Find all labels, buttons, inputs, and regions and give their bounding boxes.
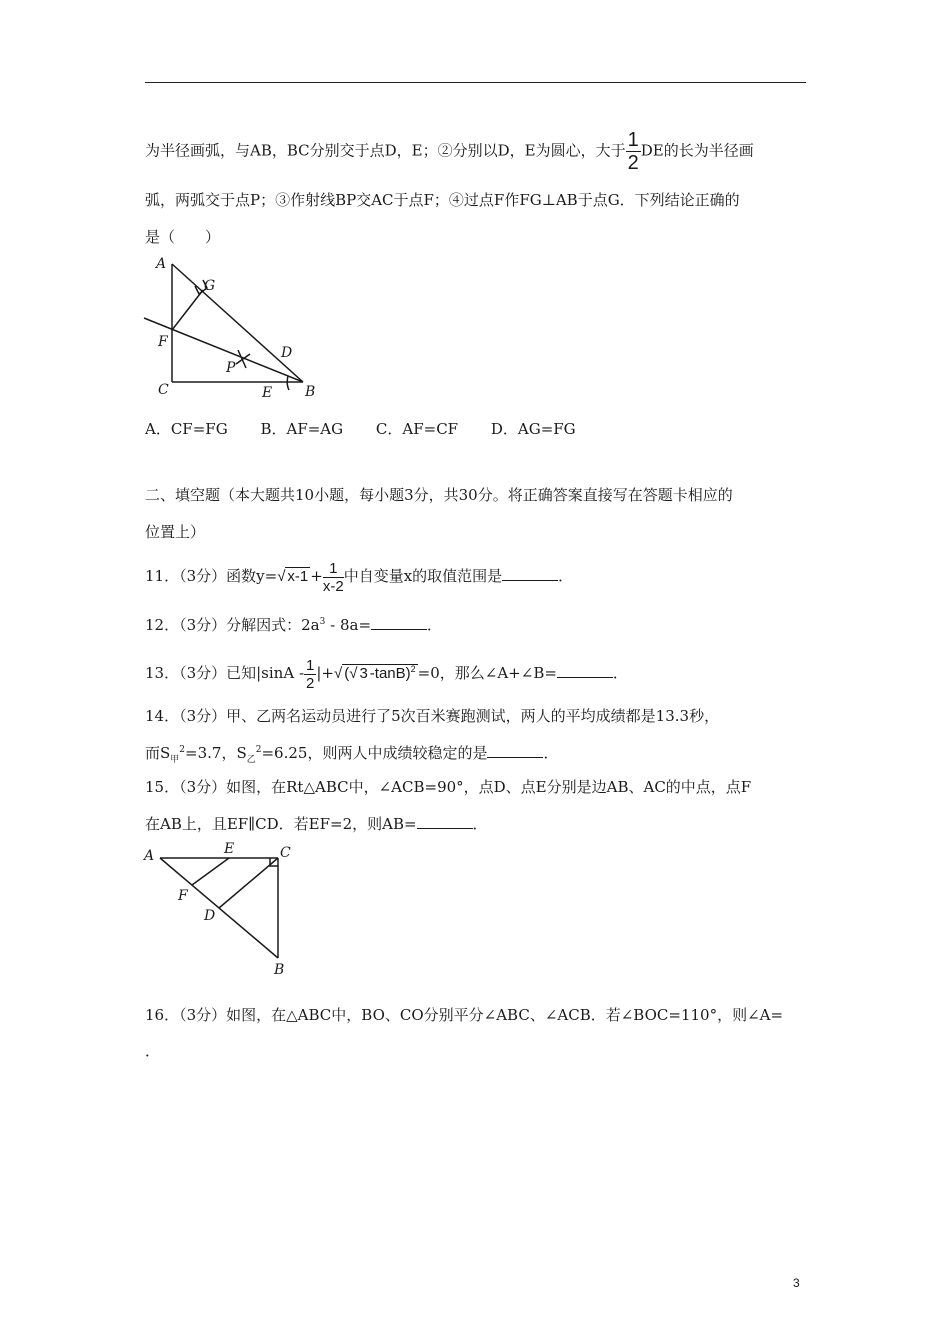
q14-answer-blank <box>487 743 543 758</box>
label-a: A <box>144 848 155 864</box>
label-b: B <box>305 384 316 400</box>
q10-half-fraction: $\frac{1}{2}$ <box>627 129 639 174</box>
label-d: D <box>281 345 293 361</box>
q12: 12．（3分）分解因式：$2a^3 - 8a=$ ． <box>145 616 443 634</box>
q11-fraction: $\frac{1}{x-2}$ <box>322 559 344 595</box>
q12-answer-blank <box>371 615 427 630</box>
label-p: P <box>226 360 236 376</box>
q13-sqrt: √ (√ 3 -tanB)$^2$ <box>333 664 416 682</box>
q10-option-a: A．CF=FG <box>145 420 228 438</box>
q11: 11．（3分）函数y=√ x-1 + $\frac{1}{x-2}$ 中自变量x的取值范围是 ． <box>145 559 574 595</box>
label-a: A <box>156 256 167 272</box>
header-rule <box>145 82 806 83</box>
q14-line1: 14．（3分）甲、乙两名运动员进行了5次百米赛跑测试，两人的平均成绩都是13.3秒， <box>145 707 720 725</box>
q16-line1: 16．（3分）如图，在△ABC中，BO、CO分别平分∠ABC、∠ACB．若∠BOC=110°，则∠A= <box>145 1006 784 1024</box>
ray-bp <box>144 318 303 382</box>
label-g: G <box>204 278 216 294</box>
q10-line1-text-a: 为半径画弧，与AB，BC分别交于点D，E；②分别以D，E为圆心，大于 <box>145 141 626 160</box>
q13-answer-blank <box>557 663 613 678</box>
q10-line3: 是（ ） <box>145 228 221 246</box>
q15-line1: 15．（3分）如图，在Rt△ABC中，∠ACB=90°，点D、点E分别是边AB、AC的中点，点F <box>145 778 752 796</box>
label-d: D <box>204 908 216 924</box>
q15-figure <box>140 838 310 978</box>
segment-ab <box>172 264 303 382</box>
label-f: F <box>178 888 188 904</box>
q10-line1-text-b: DE的长为半径画 <box>640 141 754 160</box>
section2-heading: 二、填空题（本大题共10小题，每小题3分，共30分。将正确答案直接写在答题卡相应的 <box>145 486 733 504</box>
q10-figure <box>140 250 330 400</box>
q15-line2: 在AB上，且EF∥CD．若EF=2，则AB= ． <box>145 815 488 833</box>
q13-fraction: $\frac{1}{2}$ <box>306 656 315 692</box>
label-e: E <box>262 385 273 400</box>
page-number: 3 <box>793 1276 800 1290</box>
q10-option-d: D．AG=FG <box>490 420 576 438</box>
arc-de <box>287 376 289 390</box>
segment-cd <box>219 858 278 908</box>
label-c: C <box>280 845 291 861</box>
label-e: E <box>224 841 235 857</box>
q10-line1 <box>145 129 754 174</box>
q13: 13．（3分）已知|sinA - $\frac{1}{2}$ |+√ (√ 3 -tanB)$^2$ =0，那么∠A+∠B= ． <box>145 656 628 692</box>
label-c: C <box>158 382 169 398</box>
q11-answer-blank <box>502 566 558 581</box>
q10-option-b: B．AF=AG <box>260 420 344 438</box>
arc-p-mark <box>236 350 250 368</box>
q10-option-c: C．AF=CF <box>375 420 459 438</box>
q16-line2: ． <box>145 1042 161 1060</box>
label-b: B <box>274 962 285 978</box>
q14-line2: 而$S_甲^2=3.7$，$S_乙^2=6.25$，则两人中成绩较稳定的是 ． <box>145 744 559 765</box>
q11-sqrt: √ x-1 <box>277 568 309 585</box>
q10-options <box>145 418 576 439</box>
label-f: F <box>158 334 168 350</box>
q10-line2: 弧，两弧交于点P；③作射线BP交AC于点F；④过点F作FG⊥AB于点G．下列结论正确的 <box>145 191 740 209</box>
segment-fg <box>172 290 203 330</box>
q15-answer-blank <box>417 814 473 829</box>
segment-ef <box>192 858 229 885</box>
section2-heading-cont: 位置上） <box>145 523 206 541</box>
